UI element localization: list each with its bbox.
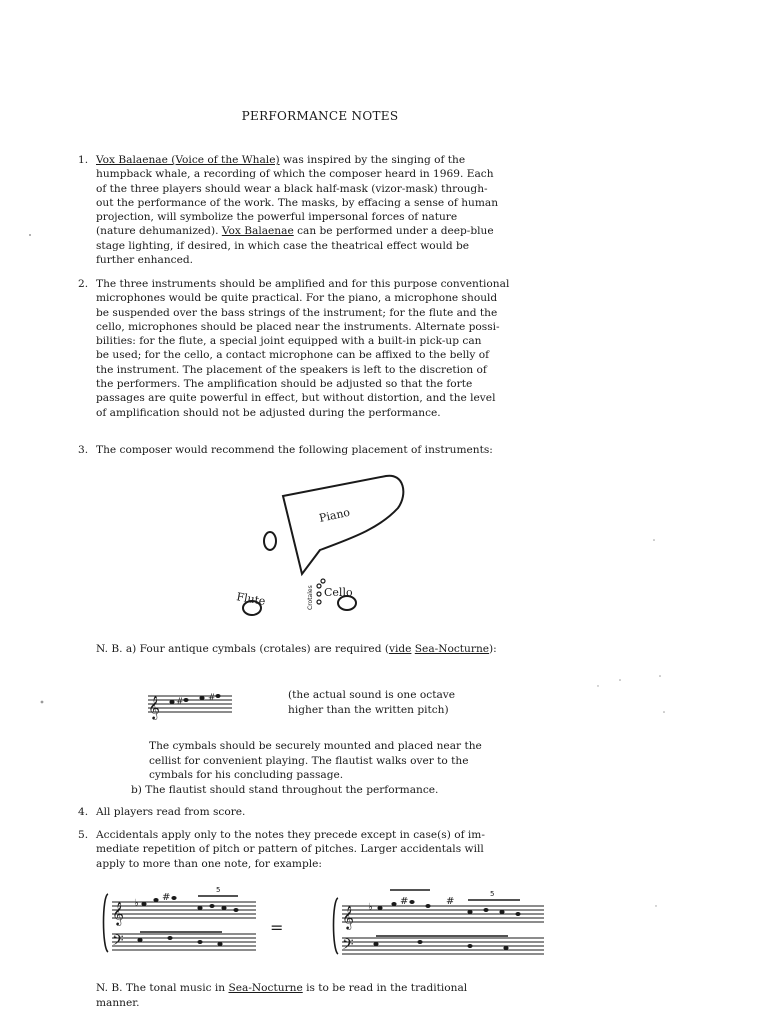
- sea-nocturne-ref: Sea-Nocturne: [414, 643, 490, 655]
- text-line: (the actual sound is one octave: [288, 689, 456, 701]
- text-line: was inspired by the singing of the: [279, 154, 466, 166]
- text-line: cello, microphones should be placed near the instruments. Alternate possi-: [96, 320, 500, 333]
- text-line: the instrument. The placement of the speakers is left to the discretion of: [96, 363, 487, 376]
- piano-label: Piano: [317, 505, 352, 525]
- cello-label: Cello: [324, 586, 353, 599]
- svg-text:5: 5: [490, 890, 495, 898]
- item-number: 2.: [78, 278, 89, 290]
- svg-text:#: #: [446, 896, 455, 907]
- item-number: 1.: [78, 154, 89, 166]
- text-line: (nature dehumanized).: [96, 225, 222, 238]
- equals-sign: =: [270, 918, 284, 937]
- svg-text:#: #: [400, 896, 409, 907]
- text-line: out the performance of the work. The masks, by effacing a sense of human: [96, 196, 499, 209]
- sharp-icon: #: [176, 697, 184, 707]
- work-title: Vox Balaenae: [221, 225, 294, 238]
- text-line: N. B. a) Four antique cymbals (crotales) are required (: [96, 643, 389, 655]
- svg-text:♭: ♭: [368, 902, 373, 913]
- nb-flautist: b) The flautist should stand throughout the performance.: [131, 784, 439, 796]
- bass-clef-icon: 𝄢: [342, 936, 354, 957]
- text-line: The three instruments should be amplified and for this purpose conventional: [96, 278, 510, 290]
- svg-text:♭: ♭: [134, 898, 139, 909]
- vide-ref: vide: [388, 643, 412, 655]
- work-title: Vox Balaenae (Voice of the Whale): [96, 154, 280, 166]
- text-line: higher than the written pitch): [288, 703, 449, 716]
- sharp-icon: #: [208, 693, 216, 703]
- text-line: cymbals for his concluding passage.: [149, 769, 344, 782]
- text-line: The cymbals should be securely mounted and placed near the: [149, 740, 482, 752]
- text-line: stage lighting, if desired, in which case the theatrical effect would be: [96, 239, 470, 252]
- text-line: be suspended over the bass strings of the instrument; for the flute and the: [96, 306, 498, 319]
- sea-nocturne-ref: Sea-Nocturne: [228, 982, 303, 994]
- text-line: cellist for convenient playing. The flautist walks over to the: [149, 754, 469, 767]
- text-line: projection, will symbolize the powerful impersonal forces of nature: [96, 211, 458, 224]
- text-line: All players read from score.: [96, 806, 246, 818]
- text-line: humpback whale, a recording of which the composer heard in 1969. Each: [96, 168, 494, 181]
- svg-text:5: 5: [216, 886, 221, 894]
- text-line: the performers. The amplification should be adjusted so that the forte: [96, 378, 473, 391]
- text-line: of amplification should not be adjusted during the performance.: [96, 406, 441, 419]
- page-title: PERFORMANCE NOTES: [241, 109, 399, 123]
- text-line: mediate repetition of pitch or pattern of pitches. Larger accidentals will: [96, 843, 484, 856]
- treble-clef-icon: 𝄞: [342, 905, 354, 929]
- text-line: bilities: for the flute, a special joint equipped with a built-in pick-up can: [96, 335, 482, 348]
- text-line: further enhanced.: [96, 254, 193, 267]
- text-line: Accidentals apply only to the notes they precede except in case(s) of im-: [96, 829, 485, 841]
- text-line: passages are quite powerful in effect, but without distortion, and the level: [96, 392, 496, 405]
- item-number: 5.: [78, 829, 89, 841]
- treble-clef-icon: 𝄞: [112, 901, 124, 925]
- text-line: manner.: [96, 996, 140, 1009]
- treble-clef-icon: 𝄞: [148, 695, 160, 719]
- text-line: apply to more than one note, for example:: [96, 857, 322, 870]
- item-number: 3.: [78, 444, 89, 456]
- text-line: The composer would recommend the following placement of instruments:: [96, 444, 493, 456]
- svg-text:#: #: [162, 892, 171, 903]
- text-line: ):: [489, 643, 497, 655]
- text-line: be used; for the cello, a contact microphone can be affixed to the belly of: [96, 349, 490, 362]
- text-line: of the three players should wear a black half-mask (vizor-mask) through-: [96, 182, 488, 195]
- text-line: microphones would be quite practical. For the piano, a microphone should: [96, 292, 498, 305]
- text-line: N. B. The tonal music in: [96, 982, 229, 994]
- crotales-label: Crotales: [307, 585, 314, 610]
- bass-clef-icon: 𝄢: [112, 932, 124, 953]
- item-number: 4.: [78, 806, 89, 818]
- text-line: can be performed under a deep-blue: [293, 225, 494, 238]
- flute-label: Flute: [235, 590, 267, 609]
- text-line: is to be read in the traditional: [302, 982, 468, 994]
